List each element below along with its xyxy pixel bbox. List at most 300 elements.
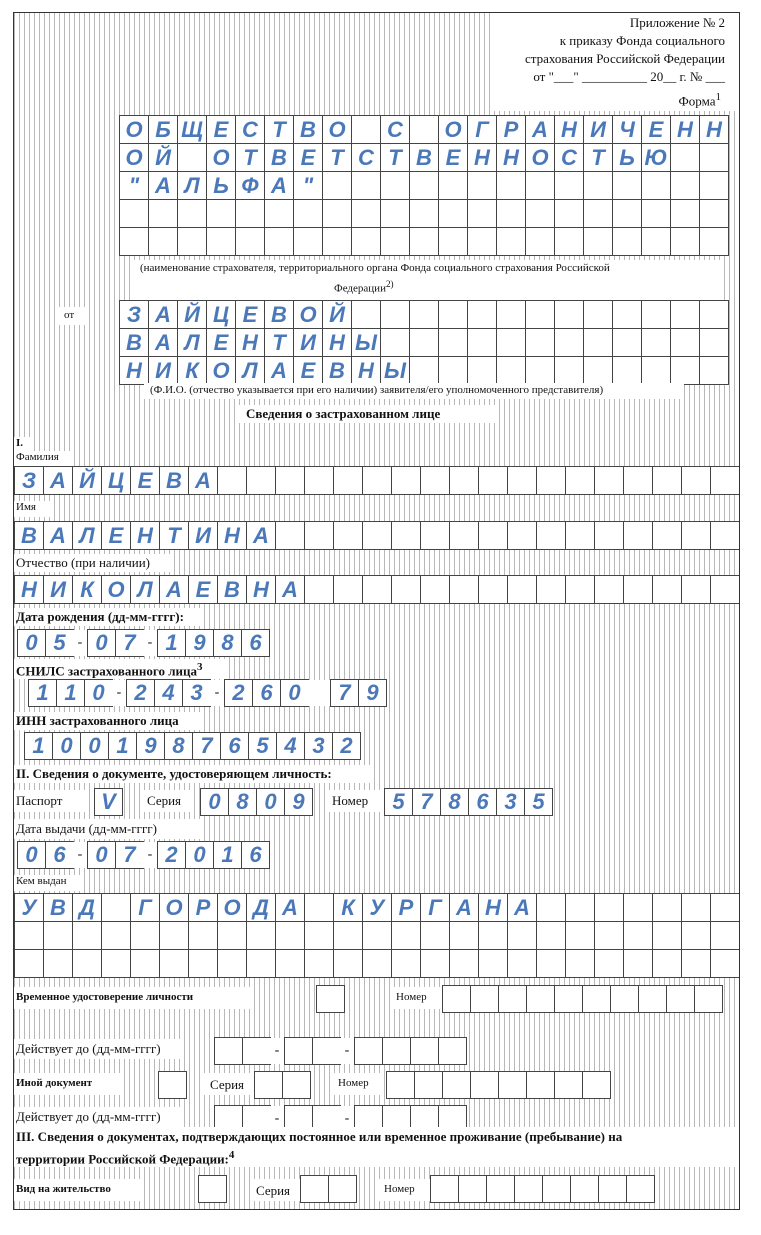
grid-cell[interactable] — [595, 894, 624, 922]
grid-cell[interactable] — [711, 576, 740, 604]
grid-cell[interactable] — [305, 467, 334, 495]
char-box[interactable]: 0 — [80, 732, 109, 760]
grid-cell[interactable] — [392, 950, 421, 978]
issued-by-grid[interactable] — [14, 893, 740, 978]
grid-cell[interactable] — [479, 522, 508, 550]
grid-cell[interactable]: Н — [671, 116, 700, 144]
grid-cell[interactable] — [468, 329, 497, 357]
grid-cell[interactable] — [305, 950, 334, 978]
grid-cell[interactable]: Г — [421, 894, 450, 922]
grid-cell[interactable] — [334, 467, 363, 495]
grid-cell[interactable]: Е — [439, 144, 468, 172]
applicant-name-grid[interactable] — [119, 300, 729, 385]
passport-number-field[interactable] — [384, 788, 552, 816]
grid-cell[interactable]: И — [189, 522, 218, 550]
grid-cell[interactable] — [671, 172, 700, 200]
grid-cell[interactable]: А — [508, 894, 537, 922]
grid-cell[interactable]: А — [44, 467, 73, 495]
char-box[interactable] — [498, 985, 527, 1013]
grid-cell[interactable]: О — [207, 144, 236, 172]
char-box[interactable] — [354, 1037, 383, 1065]
grid-cell[interactable] — [624, 522, 653, 550]
grid-cell[interactable]: С — [236, 116, 265, 144]
grid-cell[interactable] — [236, 200, 265, 228]
grid-cell[interactable]: Н — [479, 894, 508, 922]
grid-cell[interactable]: Е — [207, 116, 236, 144]
grid-cell[interactable]: Т — [160, 522, 189, 550]
grid-cell[interactable] — [584, 329, 613, 357]
grid-cell[interactable]: О — [102, 576, 131, 604]
grid-cell[interactable] — [334, 576, 363, 604]
grid-cell[interactable]: С — [352, 144, 381, 172]
grid-cell[interactable] — [439, 329, 468, 357]
grid-cell[interactable]: А — [149, 301, 178, 329]
grid-cell[interactable] — [682, 922, 711, 950]
grid-cell[interactable]: Щ — [178, 116, 207, 144]
grid-cell[interactable]: А — [160, 576, 189, 604]
grid-cell[interactable] — [508, 922, 537, 950]
grid-cell[interactable] — [44, 950, 73, 978]
grid-cell[interactable]: К — [178, 357, 207, 385]
char-box[interactable]: 6 — [252, 679, 281, 707]
name-grid[interactable] — [14, 521, 740, 550]
grid-cell[interactable]: Т — [265, 116, 294, 144]
char-box[interactable]: 0 — [17, 629, 46, 657]
grid-cell[interactable]: Л — [131, 576, 160, 604]
grid-cell[interactable]: Ю — [642, 144, 671, 172]
grid-cell[interactable] — [700, 172, 729, 200]
grid-cell[interactable]: " — [120, 172, 149, 200]
grid-cell[interactable] — [642, 301, 671, 329]
grid-cell[interactable] — [584, 228, 613, 256]
char-box[interactable]: 6 — [45, 841, 74, 869]
char-box[interactable] — [598, 1175, 627, 1203]
grid-cell[interactable]: Т — [381, 144, 410, 172]
residence-number-field[interactable] — [430, 1175, 654, 1203]
char-box[interactable] — [312, 1037, 341, 1065]
grid-cell[interactable] — [653, 467, 682, 495]
grid-cell[interactable]: Т — [323, 144, 352, 172]
grid-cell[interactable] — [352, 172, 381, 200]
grid-cell[interactable] — [450, 522, 479, 550]
grid-cell[interactable] — [381, 172, 410, 200]
char-box[interactable] — [626, 1175, 655, 1203]
grid-cell[interactable] — [276, 922, 305, 950]
grid-cell[interactable]: А — [265, 172, 294, 200]
char-box[interactable] — [386, 1071, 415, 1099]
grid-cell[interactable] — [276, 522, 305, 550]
grid-cell[interactable] — [102, 894, 131, 922]
grid-cell[interactable] — [352, 228, 381, 256]
char-box[interactable] — [242, 1037, 271, 1065]
char-box[interactable]: 1 — [213, 841, 242, 869]
grid-cell[interactable] — [392, 467, 421, 495]
char-box[interactable]: 3 — [182, 679, 211, 707]
grid-cell[interactable]: О — [120, 144, 149, 172]
grid-cell[interactable] — [642, 329, 671, 357]
grid-cell[interactable]: Й — [323, 301, 352, 329]
grid-cell[interactable]: Е — [294, 144, 323, 172]
grid-cell[interactable] — [584, 172, 613, 200]
grid-cell[interactable] — [584, 301, 613, 329]
grid-cell[interactable] — [247, 922, 276, 950]
grid-cell[interactable] — [189, 950, 218, 978]
grid-cell[interactable] — [624, 894, 653, 922]
grid-cell[interactable] — [526, 329, 555, 357]
grid-cell[interactable] — [653, 522, 682, 550]
grid-cell[interactable] — [294, 228, 323, 256]
char-box[interactable]: 0 — [256, 788, 285, 816]
grid-cell[interactable]: Т — [265, 329, 294, 357]
grid-cell[interactable] — [595, 522, 624, 550]
passport-series-field[interactable] — [200, 788, 312, 816]
grid-cell[interactable] — [566, 950, 595, 978]
grid-cell[interactable] — [421, 922, 450, 950]
char-box[interactable]: 8 — [440, 788, 469, 816]
char-box[interactable]: 1 — [157, 629, 186, 657]
char-box[interactable]: 5 — [248, 732, 277, 760]
grid-cell[interactable] — [497, 200, 526, 228]
grid-cell[interactable] — [526, 301, 555, 329]
grid-cell[interactable] — [421, 522, 450, 550]
grid-cell[interactable]: Н — [15, 576, 44, 604]
grid-cell[interactable]: Т — [584, 144, 613, 172]
grid-cell[interactable]: В — [323, 357, 352, 385]
grid-cell[interactable] — [450, 950, 479, 978]
grid-cell[interactable] — [276, 950, 305, 978]
char-box[interactable]: 6 — [220, 732, 249, 760]
char-box[interactable] — [414, 1071, 443, 1099]
grid-cell[interactable] — [584, 200, 613, 228]
grid-cell[interactable] — [711, 522, 740, 550]
char-box[interactable] — [498, 1071, 527, 1099]
grid-cell[interactable]: Н — [247, 576, 276, 604]
grid-cell[interactable] — [363, 576, 392, 604]
grid-cell[interactable]: Е — [189, 576, 218, 604]
grid-cell[interactable] — [305, 522, 334, 550]
grid-cell[interactable] — [73, 950, 102, 978]
char-box[interactable]: 7 — [115, 629, 144, 657]
grid-cell[interactable]: Е — [131, 467, 160, 495]
char-box[interactable]: 1 — [28, 679, 57, 707]
grid-cell[interactable]: Р — [189, 894, 218, 922]
grid-cell[interactable] — [160, 922, 189, 950]
char-box[interactable]: 9 — [185, 629, 214, 657]
grid-cell[interactable] — [131, 922, 160, 950]
grid-cell[interactable] — [700, 329, 729, 357]
grid-cell[interactable] — [479, 922, 508, 950]
grid-cell[interactable]: А — [276, 576, 305, 604]
grid-cell[interactable]: Е — [294, 357, 323, 385]
char-box[interactable]: 3 — [496, 788, 525, 816]
grid-cell[interactable]: У — [15, 894, 44, 922]
char-box[interactable]: 4 — [276, 732, 305, 760]
grid-cell[interactable] — [439, 301, 468, 329]
grid-cell[interactable]: В — [160, 467, 189, 495]
grid-cell[interactable]: В — [294, 116, 323, 144]
grid-cell[interactable] — [508, 467, 537, 495]
grid-cell[interactable]: Н — [131, 522, 160, 550]
char-box[interactable] — [410, 1037, 439, 1065]
other-doc-checkbox[interactable] — [158, 1071, 187, 1099]
char-box[interactable]: 4 — [154, 679, 183, 707]
grid-cell[interactable] — [508, 576, 537, 604]
char-box[interactable] — [442, 985, 471, 1013]
grid-cell[interactable] — [352, 200, 381, 228]
grid-cell[interactable] — [410, 301, 439, 329]
grid-cell[interactable] — [15, 922, 44, 950]
grid-cell[interactable]: Й — [73, 467, 102, 495]
grid-cell[interactable]: Н — [700, 116, 729, 144]
grid-cell[interactable] — [682, 950, 711, 978]
char-box[interactable] — [300, 1175, 329, 1203]
grid-cell[interactable]: О — [294, 301, 323, 329]
char-box[interactable] — [542, 1175, 571, 1203]
grid-cell[interactable] — [526, 172, 555, 200]
char-box[interactable]: 6 — [241, 841, 270, 869]
grid-cell[interactable]: О — [218, 894, 247, 922]
char-box[interactable] — [442, 1071, 471, 1099]
grid-cell[interactable] — [120, 228, 149, 256]
grid-cell[interactable]: А — [276, 894, 305, 922]
grid-cell[interactable] — [149, 228, 178, 256]
grid-cell[interactable]: Л — [236, 357, 265, 385]
grid-cell[interactable] — [334, 522, 363, 550]
grid-cell[interactable] — [178, 228, 207, 256]
char-box[interactable]: 0 — [52, 732, 81, 760]
grid-cell[interactable] — [555, 200, 584, 228]
grid-cell[interactable] — [265, 228, 294, 256]
grid-cell[interactable] — [381, 200, 410, 228]
char-box[interactable]: 8 — [213, 629, 242, 657]
grid-cell[interactable] — [392, 922, 421, 950]
grid-cell[interactable] — [421, 576, 450, 604]
grid-cell[interactable] — [305, 922, 334, 950]
grid-cell[interactable] — [131, 950, 160, 978]
grid-cell[interactable] — [294, 200, 323, 228]
char-box[interactable]: 0 — [17, 841, 46, 869]
char-box[interactable]: 5 — [524, 788, 553, 816]
grid-cell[interactable] — [595, 467, 624, 495]
grid-cell[interactable] — [497, 228, 526, 256]
other-number-field[interactable] — [386, 1071, 610, 1099]
grid-cell[interactable]: Ь — [207, 172, 236, 200]
char-box[interactable]: 3 — [304, 732, 333, 760]
char-box[interactable] — [284, 1037, 313, 1065]
char-box[interactable]: 2 — [332, 732, 361, 760]
grid-cell[interactable]: У — [363, 894, 392, 922]
grid-cell[interactable] — [537, 576, 566, 604]
grid-cell[interactable] — [218, 950, 247, 978]
grid-cell[interactable]: А — [526, 116, 555, 144]
grid-cell[interactable] — [381, 228, 410, 256]
grid-cell[interactable] — [207, 200, 236, 228]
char-box[interactable] — [470, 1071, 499, 1099]
grid-cell[interactable]: А — [149, 172, 178, 200]
grid-cell[interactable] — [624, 576, 653, 604]
grid-cell[interactable] — [421, 467, 450, 495]
grid-cell[interactable] — [381, 301, 410, 329]
grid-cell[interactable] — [497, 329, 526, 357]
grid-cell[interactable]: И — [149, 357, 178, 385]
grid-cell[interactable] — [323, 200, 352, 228]
grid-cell[interactable] — [410, 172, 439, 200]
grid-cell[interactable] — [236, 228, 265, 256]
grid-cell[interactable] — [613, 329, 642, 357]
grid-cell[interactable] — [247, 467, 276, 495]
char-box[interactable]: 7 — [412, 788, 441, 816]
grid-cell[interactable] — [613, 172, 642, 200]
grid-cell[interactable]: Л — [178, 172, 207, 200]
grid-cell[interactable] — [305, 894, 334, 922]
grid-cell[interactable] — [410, 357, 439, 385]
char-box[interactable] — [470, 985, 499, 1013]
grid-cell[interactable]: И — [294, 329, 323, 357]
char-box[interactable]: 0 — [84, 679, 113, 707]
grid-cell[interactable] — [410, 200, 439, 228]
char-box[interactable] — [526, 1071, 555, 1099]
grid-cell[interactable]: К — [334, 894, 363, 922]
grid-cell[interactable] — [682, 467, 711, 495]
grid-cell[interactable]: О — [160, 894, 189, 922]
grid-cell[interactable] — [613, 200, 642, 228]
char-box[interactable] — [582, 985, 611, 1013]
grid-cell[interactable] — [653, 922, 682, 950]
grid-cell[interactable]: Е — [207, 329, 236, 357]
grid-cell[interactable]: В — [410, 144, 439, 172]
grid-cell[interactable]: Й — [149, 144, 178, 172]
grid-cell[interactable] — [450, 467, 479, 495]
grid-cell[interactable]: Е — [102, 522, 131, 550]
grid-cell[interactable]: Р — [392, 894, 421, 922]
grid-cell[interactable]: С — [381, 116, 410, 144]
grid-cell[interactable]: Г — [468, 116, 497, 144]
char-box[interactable]: 6 — [468, 788, 497, 816]
grid-cell[interactable]: А — [189, 467, 218, 495]
grid-cell[interactable] — [363, 950, 392, 978]
grid-cell[interactable] — [624, 922, 653, 950]
grid-cell[interactable] — [711, 894, 740, 922]
grid-cell[interactable] — [555, 357, 584, 385]
char-box[interactable] — [382, 1037, 411, 1065]
char-box[interactable] — [254, 1071, 283, 1099]
grid-cell[interactable] — [439, 172, 468, 200]
char-box[interactable] — [570, 1175, 599, 1203]
grid-cell[interactable]: Н — [218, 522, 247, 550]
char-box[interactable]: 9 — [136, 732, 165, 760]
grid-cell[interactable] — [653, 576, 682, 604]
char-box[interactable]: 7 — [115, 841, 144, 869]
grid-cell[interactable]: Р — [497, 116, 526, 144]
grid-cell[interactable] — [653, 894, 682, 922]
char-box[interactable] — [610, 985, 639, 1013]
inn-field[interactable] — [24, 732, 360, 760]
grid-cell[interactable] — [555, 329, 584, 357]
grid-cell[interactable]: Б — [149, 116, 178, 144]
grid-cell[interactable]: В — [15, 522, 44, 550]
grid-cell[interactable] — [276, 467, 305, 495]
grid-cell[interactable] — [555, 228, 584, 256]
grid-cell[interactable] — [613, 228, 642, 256]
grid-cell[interactable]: Н — [323, 329, 352, 357]
grid-cell[interactable]: Т — [236, 144, 265, 172]
char-box[interactable]: 1 — [24, 732, 53, 760]
grid-cell[interactable] — [160, 950, 189, 978]
char-box[interactable] — [486, 1175, 515, 1203]
grid-cell[interactable] — [15, 950, 44, 978]
grid-cell[interactable] — [671, 357, 700, 385]
grid-cell[interactable] — [381, 329, 410, 357]
char-box[interactable]: 8 — [164, 732, 193, 760]
passport-checkbox[interactable] — [94, 788, 122, 816]
grid-cell[interactable]: Н — [120, 357, 149, 385]
grid-cell[interactable] — [44, 922, 73, 950]
patronymic-grid[interactable] — [14, 575, 740, 604]
grid-cell[interactable]: В — [218, 576, 247, 604]
grid-cell[interactable] — [566, 894, 595, 922]
grid-cell[interactable] — [439, 228, 468, 256]
grid-cell[interactable] — [642, 228, 671, 256]
grid-cell[interactable]: Е — [236, 301, 265, 329]
grid-cell[interactable] — [479, 467, 508, 495]
issue-date-field[interactable] — [17, 841, 269, 869]
char-box[interactable]: 9 — [284, 788, 313, 816]
char-box[interactable]: 2 — [126, 679, 155, 707]
grid-cell[interactable] — [102, 950, 131, 978]
grid-cell[interactable] — [584, 357, 613, 385]
grid-cell[interactable] — [682, 522, 711, 550]
grid-cell[interactable] — [497, 301, 526, 329]
grid-cell[interactable]: А — [149, 329, 178, 357]
grid-cell[interactable] — [497, 357, 526, 385]
grid-cell[interactable]: Ц — [207, 301, 236, 329]
grid-cell[interactable]: Ы — [381, 357, 410, 385]
grid-cell[interactable]: Ч — [613, 116, 642, 144]
char-box[interactable]: 0 — [200, 788, 229, 816]
char-box[interactable]: V — [94, 788, 123, 816]
temp-id-checkbox[interactable] — [316, 985, 345, 1013]
char-box[interactable]: 5 — [384, 788, 413, 816]
temp-number-field[interactable] — [442, 985, 722, 1013]
grid-cell[interactable] — [410, 116, 439, 144]
grid-cell[interactable] — [526, 228, 555, 256]
grid-cell[interactable]: О — [120, 116, 149, 144]
grid-cell[interactable] — [700, 144, 729, 172]
grid-cell[interactable]: Й — [178, 301, 207, 329]
grid-cell[interactable]: З — [15, 467, 44, 495]
surname-grid[interactable] — [14, 466, 740, 495]
grid-cell[interactable]: А — [450, 894, 479, 922]
grid-cell[interactable] — [537, 922, 566, 950]
char-box[interactable] — [328, 1175, 357, 1203]
grid-cell[interactable] — [642, 172, 671, 200]
grid-cell[interactable] — [352, 301, 381, 329]
grid-cell[interactable] — [671, 301, 700, 329]
insurer-name-grid[interactable] — [119, 115, 729, 256]
grid-cell[interactable]: С — [555, 144, 584, 172]
char-box[interactable]: 1 — [56, 679, 85, 707]
grid-cell[interactable] — [595, 950, 624, 978]
grid-cell[interactable]: З — [120, 301, 149, 329]
residence-checkbox[interactable] — [198, 1175, 227, 1203]
grid-cell[interactable] — [265, 200, 294, 228]
grid-cell[interactable]: А — [247, 522, 276, 550]
grid-cell[interactable]: А — [265, 357, 294, 385]
grid-cell[interactable] — [439, 357, 468, 385]
grid-cell[interactable] — [566, 522, 595, 550]
grid-cell[interactable] — [711, 950, 740, 978]
char-box[interactable]: 0 — [280, 679, 309, 707]
